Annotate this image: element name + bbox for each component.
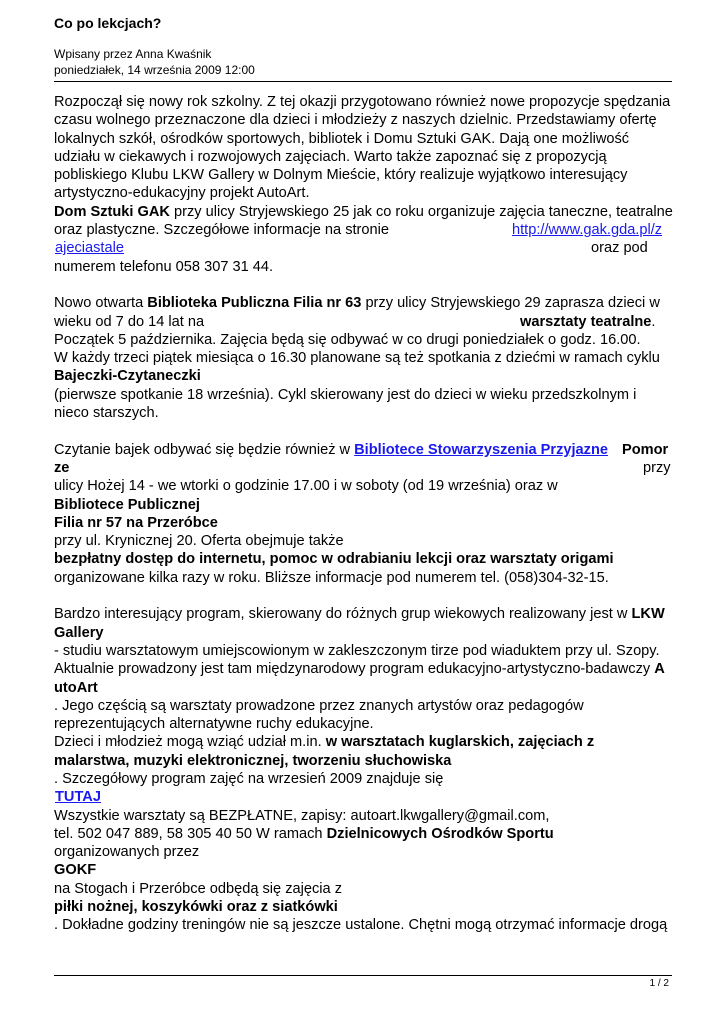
p4-line: przy ul. Krynicznej 20. Oferta obejmuje także: [54, 533, 344, 550]
p3-line: Początek 5 października. Zajęcia będą się odbywać w co drugi poniedziałek o godz. 16.00.: [54, 331, 641, 348]
p3-line: nieco starszych.: [54, 405, 159, 422]
p5-line: utoArt: [54, 679, 98, 696]
article-body: [54, 93, 676, 935]
article-meta: [54, 46, 255, 78]
p3-line: Nowo otwarta Biblioteka Publiczna Filia nr 63 przy ulicy Stryjewskiego 29 zaprasza dzieci w: [54, 295, 660, 312]
p2-line: oraz plastyczne. Szczegółowe informacje na stronie http://www.gak.gda.pl/z: [54, 222, 663, 239]
gak-name: Dom Sztuki GAK: [54, 203, 170, 220]
p5-line: tel. 502 047 889, 58 305 40 50 W ramach Dzielnicowych Ośrodków Sportu: [54, 825, 554, 842]
p1-line: Rozpoczął się nowy rok szkolny. Z tej okazji przygotowano również nowe propozycje spędzania: [54, 94, 671, 110]
footer-divider: [54, 975, 672, 976]
p5-line: . Dokładne godziny treningów nie są jeszcze ustalone. Chętni mogą otrzymać informacje drogą: [54, 917, 668, 934]
p3-line: (pierwsze spotkanie 18 września). Cykl skierowany jest do dzieci w wieku przedszkolnym i: [54, 386, 637, 403]
p4-line: ulicy Hożej 14 - we wtorki o godzinie 17.00 i w soboty (od 19 września) oraz w: [54, 478, 558, 495]
p5-line: Aktualnie prowadzony jest tam międzynarodowy program edukacyjno-artystyczno-badawczy A: [54, 661, 665, 678]
p2-line: ajeciastale oraz pod: [55, 240, 648, 257]
author-line: Wpisany przez Anna Kwaśnik: [54, 47, 212, 61]
p3-line: W każdy trzeci piątek miesiąca o 16.30 planowane są też spotkania z dziećmi w ramach cyklu: [54, 350, 660, 367]
p5-line: piłki nożnej, koszykówki oraz z siatkówki: [54, 899, 338, 916]
p4-line: Czytanie bajek odbywać się będzie również w Bibliotece Stowarzyszenia Przyjazne Pomor: [54, 441, 669, 458]
p3-line: wieku od 7 do 14 lat na warsztaty teatralne.: [54, 313, 656, 330]
p1-line: czasu wolnego przeznaczone dla dzieci i młodzieży z naszych dzielnic. Przedstawiamy ofertę: [54, 112, 657, 129]
przyjazne-pomorze-link[interactable]: Bibliotece Stowarzyszenia Przyjazne: [354, 441, 608, 458]
p5-line: reprezentujących alternatywne ruchy edukacyjne.: [54, 716, 374, 733]
article-title: Co po lekcjach?: [54, 15, 162, 31]
p1-line: artystyczno-edukacyjny projekt AutoArt.: [54, 185, 310, 202]
page-number: 1 / 2: [649, 978, 669, 989]
p5-line: organizowanych przez: [54, 844, 200, 861]
gak-link-continued[interactable]: ajeciastale: [55, 240, 124, 257]
header-divider: [54, 81, 672, 82]
p5-line: Gallery: [54, 624, 104, 641]
p5-line: malarstwa, muzyki elektronicznej, tworzeniu słuchowiska: [54, 752, 452, 769]
p1-line: lokalnych szkół, ośrodków sportowych, bibliotek i Domu Sztuki GAK. Dają one możliwość: [54, 130, 630, 147]
p4-line: Bibliotece Publicznej: [54, 496, 200, 513]
p1-line: pobliskiego Klubu LKW Gallery w Dolnym Mieście, który realizuje wyjątkowo interesujący: [54, 167, 628, 184]
p5-line: - studiu warsztatowym umiejscowionym w zakleszczonym tirze pod wiaduktem przy ul. Szopy.: [54, 642, 660, 659]
p5-line: Bardzo interesujący program, skierowany do różnych grup wiekowych realizowany jest w LKW: [54, 606, 665, 623]
p4-line: bezpłatny dostęp do internetu, pomoc w odrabianiu lekcji oraz warsztaty origami: [54, 551, 614, 568]
p5-line: [54, 788, 676, 806]
p4-line: Filia nr 57 na Przeróbce: [54, 514, 218, 531]
p5-line: Wszystkie warsztaty są BEZPŁATNE, zapisy: autoart.lkwgallery@gmail.com,: [54, 807, 550, 824]
p5-line: na Stogach i Przeróbce odbędą się zajęcia z: [54, 880, 342, 897]
p2-line: Dom Sztuki GAK przy ulicy Stryjewskiego 25 jak co roku organizuje zajęcia taneczne, teatralne: [54, 203, 673, 220]
p2-line: numerem telefonu 058 307 31 44.: [54, 258, 274, 275]
p5-line: GOKF: [54, 862, 97, 879]
p1-line: udziału w ciekawych i rozwojowych zajęciach. Warto także zapoznać się z propozycją: [54, 148, 607, 165]
p4-line: ze przy: [54, 459, 671, 476]
gak-link[interactable]: http://www.gak.gda.pl/z: [512, 222, 663, 239]
p5-line: . Szczegółowy program zajęć na wrzesień 2009 znajduje się: [54, 770, 444, 787]
p5-line: Dzieci i młodzież mogą wziąć udział m.in. w warsztatach kuglarskich, zajęciach z: [54, 734, 595, 751]
p5-line: . Jego częścią są warsztaty prowadzone przez znanych artystów oraz pedagogów: [54, 697, 584, 714]
date-line: poniedziałek, 14 września 2009 12:00: [54, 63, 255, 77]
tutaj-link[interactable]: TUTAJ: [55, 789, 101, 806]
p3-line: Bajeczki-Czytaneczki: [54, 368, 201, 385]
p4-line: organizowane kilka razy w roku. Bliższe informacje pod numerem tel. (058)304-32-15.: [54, 569, 609, 586]
